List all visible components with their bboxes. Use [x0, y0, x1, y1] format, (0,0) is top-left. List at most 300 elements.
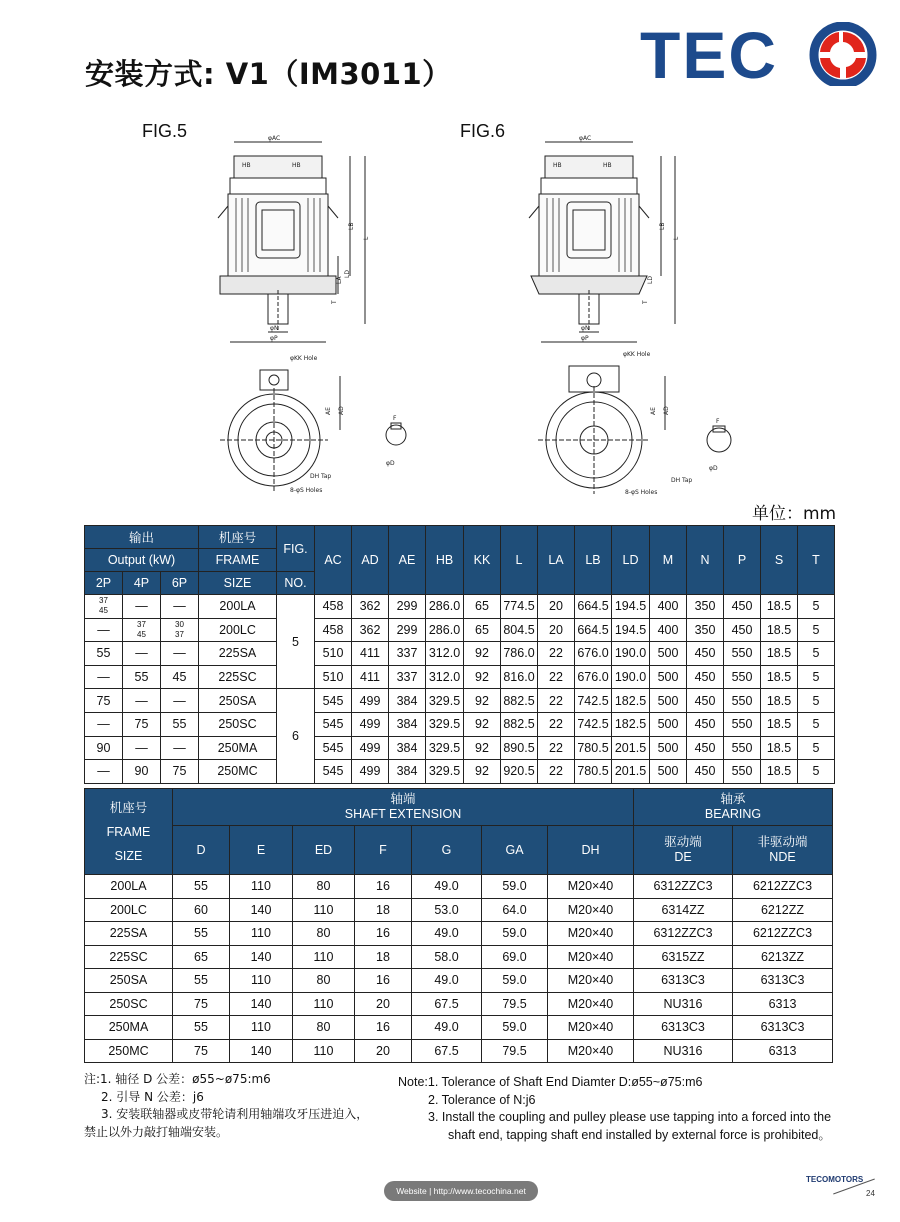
dim-cell: 920.5	[501, 760, 538, 784]
nde-header-en: NDE	[769, 850, 796, 864]
shaft-cell: 75	[173, 1039, 230, 1063]
output-p6-cell: —	[161, 689, 199, 713]
dim-cell: 5	[798, 736, 835, 760]
dim-cell: 182.5	[612, 689, 650, 713]
shaft-cell: 79.5	[482, 1039, 548, 1063]
svg-text:φKK Hole: φKK Hole	[623, 351, 651, 358]
shaft-cell: 80	[293, 969, 355, 993]
svg-text:L: L	[673, 236, 680, 240]
dim-cell: 329.5	[426, 736, 464, 760]
shaft-cell: 16	[355, 969, 412, 993]
dim-cell: 18.5	[761, 618, 798, 642]
dim-cell: 362	[352, 618, 389, 642]
dim-cell: 384	[389, 689, 426, 713]
shaft-cell: 49.0	[412, 1016, 482, 1040]
svg-text:8-φS Holes: 8-φS Holes	[290, 487, 323, 494]
table-row	[85, 665, 835, 689]
svg-text:L: L	[363, 236, 370, 240]
shaft-cell: 140	[230, 898, 293, 922]
dim-cell: 774.5	[501, 595, 538, 619]
dim-cell: 545	[315, 712, 352, 736]
output-p6-cell: 45	[161, 665, 199, 689]
dim-cell: 286.0	[426, 618, 464, 642]
output-p2-cell: 90	[85, 736, 123, 760]
dim-cell: 676.0	[575, 665, 612, 689]
svg-text:8-φS Holes: 8-φS Holes	[625, 489, 658, 496]
dim-cell: 450	[687, 642, 724, 666]
dim-cell: 411	[352, 642, 389, 666]
frame-cell: 250SA	[199, 689, 277, 713]
dim-cell: 400	[650, 618, 687, 642]
bearing-header-en: BEARING	[704, 807, 762, 821]
shaft-cell: 20	[355, 1039, 412, 1063]
dim-cell: 786.0	[501, 642, 538, 666]
dim-cell: 500	[650, 736, 687, 760]
dim-cell: 18.5	[761, 712, 798, 736]
shaft-cell: M20×40	[548, 1016, 634, 1040]
dim-cell: 450	[687, 689, 724, 713]
svg-text:HB: HB	[292, 162, 301, 169]
col-fig-no: NO.	[277, 572, 315, 595]
shaft-header-cn: 轴端	[390, 792, 416, 806]
svg-text:φP: φP	[581, 335, 589, 342]
col-n: N	[687, 526, 724, 595]
dim-cell: 458	[315, 595, 352, 619]
dim-cell: 182.5	[612, 712, 650, 736]
shaft-cell: 80	[293, 922, 355, 946]
dim-cell: 329.5	[426, 689, 464, 713]
dim-cell: 337	[389, 665, 426, 689]
svg-text:φD: φD	[709, 465, 718, 472]
output-p4-cell: —	[123, 689, 161, 713]
frame-cell: 250MC	[199, 760, 277, 784]
dim-cell: 550	[724, 712, 761, 736]
page-title: 安装方式: V1（IM3011）	[85, 57, 452, 91]
shaft-cell: 55	[173, 875, 230, 899]
svg-text:DH Tap: DH Tap	[671, 477, 693, 484]
col-m: M	[650, 526, 687, 595]
dim-cell: 882.5	[501, 712, 538, 736]
shaft-cell: NU316	[634, 1039, 733, 1063]
col-kk: KK	[464, 526, 501, 595]
frame2-header-en: FRAME	[106, 824, 151, 839]
shaft-cell: 16	[355, 1016, 412, 1040]
dim-cell: 500	[650, 642, 687, 666]
shaft-cell: 110	[230, 1016, 293, 1040]
note-cn-1: 注:1. 轴径 D 公差：ø55~ø75:m6	[84, 1072, 271, 1086]
shaft-cell: 80	[293, 875, 355, 899]
frame-cell: 250MA	[199, 736, 277, 760]
frame-cell: 200LC	[85, 898, 173, 922]
frame2-header-cn: 机座号	[109, 800, 148, 815]
shaft-cell: 55	[173, 969, 230, 993]
dim-cell: 780.5	[575, 760, 612, 784]
shaft-cell: 6313	[733, 1039, 833, 1063]
shaft-cell: 6315ZZ	[634, 945, 733, 969]
dim-cell: 510	[315, 665, 352, 689]
shaft-cell: 6312ZZC3	[634, 875, 733, 899]
svg-text:DH Tap: DH Tap	[310, 473, 332, 480]
shaft-cell: 64.0	[482, 898, 548, 922]
output-header-cn: 输出	[85, 526, 199, 549]
dim-cell: 65	[464, 595, 501, 619]
col-dh: DH	[548, 826, 634, 875]
col-t: T	[798, 526, 835, 595]
table-row	[85, 1016, 833, 1040]
dim-cell: 550	[724, 736, 761, 760]
svg-text:HB: HB	[603, 162, 612, 169]
table-row	[85, 736, 835, 760]
shaft-cell: M20×40	[548, 992, 634, 1016]
table-row	[85, 875, 833, 899]
shaft-cell: 67.5	[412, 1039, 482, 1063]
frame-cell: 250SA	[85, 969, 173, 993]
output-p2-cell: —	[85, 665, 123, 689]
dim-cell: 92	[464, 736, 501, 760]
dim-cell: 510	[315, 642, 352, 666]
dim-cell: 882.5	[501, 689, 538, 713]
shaft-cell: 18	[355, 945, 412, 969]
col-ac: AC	[315, 526, 352, 595]
shaft-cell: 110	[293, 1039, 355, 1063]
svg-text:φN: φN	[270, 325, 279, 332]
dim-cell: 458	[315, 618, 352, 642]
frame-header-cn: 机座号	[199, 526, 277, 549]
shaft-cell: 110	[230, 969, 293, 993]
shaft-cell: 6314ZZ	[634, 898, 733, 922]
dim-cell: 299	[389, 618, 426, 642]
unit-label: 单位：mm	[752, 504, 837, 524]
col-ld: LD	[612, 526, 650, 595]
shaft-cell: 65	[173, 945, 230, 969]
shaft-cell: 59.0	[482, 969, 548, 993]
shaft-cell: 6313C3	[733, 969, 833, 993]
dim-cell: 22	[538, 665, 575, 689]
dim-cell: 500	[650, 689, 687, 713]
shaft-cell: 20	[355, 992, 412, 1016]
dim-cell: 550	[724, 665, 761, 689]
shaft-cell: 18	[355, 898, 412, 922]
output-p2-cell: —	[85, 760, 123, 784]
dim-cell: 18.5	[761, 595, 798, 619]
shaft-cell: 49.0	[412, 969, 482, 993]
svg-text:F: F	[716, 418, 720, 425]
shaft-cell: 58.0	[412, 945, 482, 969]
shaft-cell: 69.0	[482, 945, 548, 969]
dim-cell: 92	[464, 665, 501, 689]
col-s: S	[761, 526, 798, 595]
nde-header-cn: 非驱动端	[757, 835, 808, 849]
frame-cell: 225SA	[85, 922, 173, 946]
table-row	[85, 760, 835, 784]
output-p2-cell	[85, 595, 123, 619]
col-ad: AD	[352, 526, 389, 595]
dim-cell: 22	[538, 760, 575, 784]
shaft-cell: 110	[293, 992, 355, 1016]
col-la: LA	[538, 526, 575, 595]
shaft-cell: 55	[173, 922, 230, 946]
shaft-cell: 16	[355, 922, 412, 946]
dim-cell: 194.5	[612, 618, 650, 642]
svg-text:T: T	[642, 300, 649, 304]
svg-text:LD: LD	[344, 270, 351, 278]
dim-cell: 5	[798, 618, 835, 642]
dim-cell: 450	[687, 665, 724, 689]
output-p6-cell	[161, 618, 199, 642]
shaft-cell: 110	[293, 945, 355, 969]
output-p4-cell	[123, 618, 161, 642]
dim-cell: 450	[724, 595, 761, 619]
shaft-cell: 75	[173, 992, 230, 1016]
output-p6-cell: —	[161, 595, 199, 619]
frame-header-en: FRAME	[199, 549, 277, 572]
dim-cell: 350	[687, 618, 724, 642]
table-row	[85, 642, 835, 666]
col-ae: AE	[389, 526, 426, 595]
shaft-cell: 6312ZZC3	[634, 922, 733, 946]
dim-cell: 5	[798, 665, 835, 689]
footer-brand: TECOMOTORS	[806, 1175, 864, 1184]
dim-cell: 312.0	[426, 665, 464, 689]
frame2-header-size: SIZE	[114, 848, 143, 863]
frame-cell: 250SC	[199, 712, 277, 736]
dim-cell: 545	[315, 760, 352, 784]
shaft-cell: 110	[230, 922, 293, 946]
shaft-cell: 59.0	[482, 875, 548, 899]
dim-cell: 550	[724, 689, 761, 713]
dim-cell: 201.5	[612, 760, 650, 784]
page-number: 24	[866, 1189, 875, 1198]
svg-text:φAC: φAC	[579, 135, 592, 142]
output-p6-cell: —	[161, 642, 199, 666]
shaft-cell: 67.5	[412, 992, 482, 1016]
fig6-drawing	[505, 130, 765, 500]
output-value: 37	[175, 629, 184, 639]
dim-cell: 22	[538, 689, 575, 713]
col-ed: ED	[293, 826, 355, 875]
notes-chinese	[84, 1071, 368, 1141]
dim-cell: 299	[389, 595, 426, 619]
output-p4-cell: —	[123, 595, 161, 619]
shaft-cell: 6313C3	[733, 1016, 833, 1040]
logo-swirl	[820, 32, 866, 78]
output-p2-cell: —	[85, 712, 123, 736]
dim-cell: 362	[352, 595, 389, 619]
dim-cell: 92	[464, 689, 501, 713]
note-cn-4: 禁止以外力敲打轴端安装。	[84, 1124, 229, 1139]
dim-cell: 5	[798, 595, 835, 619]
shaft-cell: NU316	[634, 992, 733, 1016]
col-size: SIZE	[199, 572, 277, 595]
dim-cell: 350	[687, 595, 724, 619]
shaft-bearing-table	[84, 788, 833, 1063]
shaft-cell: 6212ZZC3	[733, 922, 833, 946]
shaft-cell: 140	[230, 992, 293, 1016]
output-p6-cell: 55	[161, 712, 199, 736]
dim-cell: 499	[352, 712, 389, 736]
dim-cell: 384	[389, 712, 426, 736]
shaft-cell: 49.0	[412, 875, 482, 899]
svg-text:LB: LB	[348, 222, 355, 230]
col-l: L	[501, 526, 538, 595]
dim-cell: 329.5	[426, 760, 464, 784]
dim-cell: 337	[389, 642, 426, 666]
dim-cell: 5	[798, 689, 835, 713]
dim-cell: 20	[538, 618, 575, 642]
note-cn-2: 2. 引导 N 公差：j6	[101, 1089, 204, 1104]
dim-cell: 400	[650, 595, 687, 619]
svg-text:φP: φP	[270, 335, 278, 342]
svg-text:LA: LA	[336, 276, 343, 284]
shaft-header-en: SHAFT EXTENSION	[344, 807, 462, 821]
output-p6-cell: —	[161, 736, 199, 760]
dim-cell: 190.0	[612, 665, 650, 689]
output-header-en: Output (kW)	[85, 549, 199, 572]
teco-logo	[640, 22, 880, 86]
shaft-cell: 53.0	[412, 898, 482, 922]
dim-cell: 664.5	[575, 618, 612, 642]
shaft-cell: 55	[173, 1016, 230, 1040]
shaft-cell: 80	[293, 1016, 355, 1040]
dim-cell: 190.0	[612, 642, 650, 666]
dim-cell: 780.5	[575, 736, 612, 760]
fig5-label: FIG.5	[142, 121, 188, 141]
frame-cell: 250MC	[85, 1039, 173, 1063]
dim-cell: 18.5	[761, 760, 798, 784]
frame-cell: 225SA	[199, 642, 277, 666]
dim-cell: 20	[538, 595, 575, 619]
svg-text:φKK Hole: φKK Hole	[290, 355, 318, 362]
svg-text:AE: AE	[325, 407, 332, 415]
table-row	[85, 1039, 833, 1063]
dim-cell: 22	[538, 642, 575, 666]
frame-cell: 200LC	[199, 618, 277, 642]
svg-text:φD: φD	[386, 460, 395, 467]
frame-cell: 200LA	[199, 595, 277, 619]
col-e: E	[230, 826, 293, 875]
dim-cell: 499	[352, 736, 389, 760]
shaft-cell: 6313C3	[634, 969, 733, 993]
col-hb: HB	[426, 526, 464, 595]
output-value: 37	[99, 596, 108, 606]
dim-cell: 92	[464, 642, 501, 666]
shaft-cell: 110	[293, 898, 355, 922]
dim-cell: 500	[650, 760, 687, 784]
note-en-2: 2. Tolerance of N:j6	[428, 1092, 536, 1107]
dim-cell: 664.5	[575, 595, 612, 619]
shaft-cell: 6313C3	[634, 1016, 733, 1040]
output-p2-cell: 75	[85, 689, 123, 713]
output-p4-cell: —	[123, 642, 161, 666]
dim-cell: 194.5	[612, 595, 650, 619]
fig-no-cell: 6	[277, 689, 315, 783]
fig6-label: FIG.6	[460, 121, 506, 141]
dim-cell: 545	[315, 689, 352, 713]
col-6p: 6P	[161, 572, 199, 595]
frame-cell: 250SC	[85, 992, 173, 1016]
col-ga: GA	[482, 826, 548, 875]
output-p4-cell: 90	[123, 760, 161, 784]
dim-cell: 450	[687, 760, 724, 784]
table-row	[85, 992, 833, 1016]
dim-cell: 18.5	[761, 642, 798, 666]
shaft-cell: 49.0	[412, 922, 482, 946]
website-link[interactable]: Website | http://www.tecochina.net	[384, 1181, 538, 1201]
output-p4-cell: 55	[123, 665, 161, 689]
notes-english	[398, 1074, 831, 1144]
shaft-cell: 79.5	[482, 992, 548, 1016]
col-g: G	[412, 826, 482, 875]
shaft-cell: 60	[173, 898, 230, 922]
dim-cell: 92	[464, 760, 501, 784]
dim-cell: 286.0	[426, 595, 464, 619]
shaft-cell: 59.0	[482, 1016, 548, 1040]
col-p: P	[724, 526, 761, 595]
dim-cell: 550	[724, 642, 761, 666]
output-p6-cell: 75	[161, 760, 199, 784]
output-value: 30	[175, 619, 184, 629]
col-f: F	[355, 826, 412, 875]
dim-cell: 65	[464, 618, 501, 642]
svg-text:F: F	[393, 415, 397, 422]
shaft-cell: 16	[355, 875, 412, 899]
dim-cell: 742.5	[575, 689, 612, 713]
dim-cell: 18.5	[761, 736, 798, 760]
shaft-cell: 6313	[733, 992, 833, 1016]
svg-text:LB: LB	[659, 222, 666, 230]
shaft-cell: M20×40	[548, 875, 634, 899]
svg-text:φN: φN	[581, 325, 590, 332]
shaft-cell: M20×40	[548, 1039, 634, 1063]
output-p2-cell: 55	[85, 642, 123, 666]
table-row	[85, 618, 835, 642]
dim-cell: 384	[389, 736, 426, 760]
dim-cell: 329.5	[426, 712, 464, 736]
note-cn-3: 3. 安装联轴器或皮带轮请利用轴端攻牙压进迫入，	[101, 1107, 369, 1121]
table-row	[85, 969, 833, 993]
dim-cell: 742.5	[575, 712, 612, 736]
dim-cell: 18.5	[761, 689, 798, 713]
shaft-cell: 140	[230, 945, 293, 969]
svg-text:HB: HB	[242, 162, 251, 169]
table-row	[85, 922, 833, 946]
dim-cell: 312.0	[426, 642, 464, 666]
col-4p: 4P	[123, 572, 161, 595]
svg-text:LD: LD	[647, 276, 654, 284]
dimensions-table	[84, 525, 835, 784]
svg-text:AD: AD	[338, 406, 345, 415]
output-value: 37	[137, 619, 146, 629]
frame-cell: 250MA	[85, 1016, 173, 1040]
dim-cell: 18.5	[761, 665, 798, 689]
shaft-cell: 59.0	[482, 922, 548, 946]
shaft-cell: 110	[230, 875, 293, 899]
shaft-cell: 6212ZZ	[733, 898, 833, 922]
shaft-cell: M20×40	[548, 922, 634, 946]
fig-no-cell: 5	[277, 595, 315, 689]
note-en-1: Note:1. Tolerance of Shaft End Diamter D:ø55~ø75:m6	[398, 1075, 703, 1089]
dim-cell: 384	[389, 760, 426, 784]
dim-cell: 411	[352, 665, 389, 689]
svg-text:HB: HB	[553, 162, 562, 169]
col-d: D	[173, 826, 230, 875]
shaft-cell: M20×40	[548, 945, 634, 969]
frame-cell: 225SC	[85, 945, 173, 969]
shaft-cell: 140	[230, 1039, 293, 1063]
svg-text:T: T	[331, 300, 338, 304]
bearing-header-cn: 轴承	[720, 792, 746, 806]
dim-cell: 550	[724, 760, 761, 784]
